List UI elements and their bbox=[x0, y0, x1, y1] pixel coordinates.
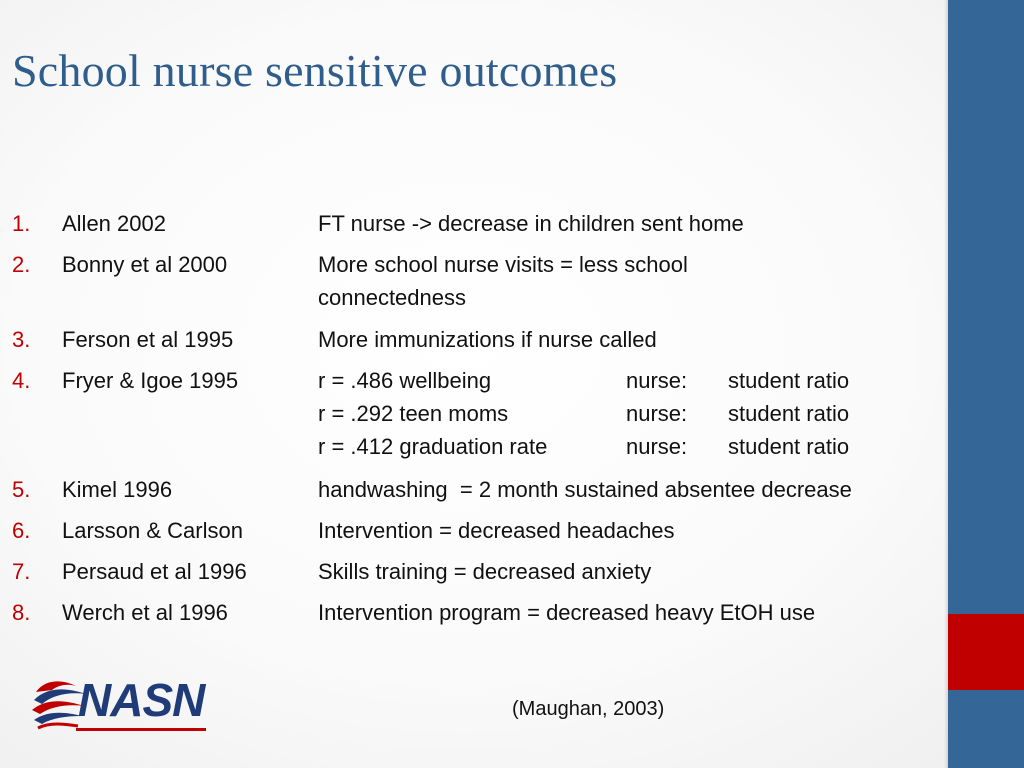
correlation-row bbox=[318, 364, 944, 397]
item-author: Bonny et al 2000 bbox=[62, 252, 228, 277]
item-author: Kimel 1996 bbox=[62, 477, 173, 502]
item-description: More immunizations if nurse called bbox=[318, 327, 657, 352]
list-item bbox=[0, 323, 944, 364]
item-author: Larsson & Carlson bbox=[62, 518, 243, 543]
item-description: Intervention program = decreased heavy EtOH use bbox=[318, 600, 816, 625]
item-description: More school nurse visits = less school bbox=[318, 252, 688, 277]
list-item bbox=[0, 596, 944, 637]
item-author: Fryer & Igoe 1995 bbox=[62, 368, 239, 393]
item-number: 6. bbox=[12, 518, 31, 543]
item-number: 8. bbox=[12, 600, 31, 625]
correlation-row bbox=[318, 397, 944, 430]
logo-wordmark: NASN bbox=[78, 674, 205, 726]
item-number: 3. bbox=[12, 327, 31, 352]
item-description: Skills training = decreased anxiety bbox=[318, 559, 652, 584]
item-description: Intervention = decreased headaches bbox=[318, 518, 675, 543]
slide-title: School nurse sensitive outcomes bbox=[12, 45, 618, 96]
list-item bbox=[0, 473, 944, 514]
item-number: 1. bbox=[12, 211, 31, 236]
list-item bbox=[0, 364, 944, 473]
correlation-row bbox=[318, 430, 944, 463]
sidebar-red-band bbox=[948, 614, 1024, 690]
item-author: Persaud et al 1996 bbox=[62, 559, 247, 584]
item-number: 2. bbox=[12, 252, 31, 277]
correlation-metric: r = .412 graduation rate bbox=[318, 434, 548, 459]
correlation-metric: r = .292 teen moms bbox=[318, 401, 509, 426]
item-author: Ferson et al 1995 bbox=[62, 327, 234, 352]
item-number: 4. bbox=[12, 368, 31, 393]
list-item bbox=[0, 514, 944, 555]
outcomes-list bbox=[0, 207, 944, 637]
item-author: Allen 2002 bbox=[62, 211, 166, 236]
logo-underline bbox=[76, 728, 206, 731]
ratio-label: student ratio bbox=[728, 401, 850, 426]
list-item bbox=[0, 248, 944, 323]
item-number: 5. bbox=[12, 477, 31, 502]
item-description: FT nurse -> decrease in children sent home bbox=[318, 211, 744, 236]
item-author: Werch et al 1996 bbox=[62, 600, 228, 625]
nasn-logo bbox=[30, 670, 210, 742]
sidebar-blue-bottom bbox=[948, 690, 1024, 768]
item-description: handwashing = 2 month sustained absentee decrease bbox=[318, 477, 852, 502]
ratio-label: nurse: bbox=[626, 368, 688, 393]
item-description-continued: connectedness bbox=[318, 285, 466, 310]
citation: (Maughan, 2003) bbox=[512, 698, 665, 720]
sidebar-blue-top bbox=[948, 0, 1024, 614]
correlation-metric: r = .486 wellbeing bbox=[318, 368, 492, 393]
list-item bbox=[0, 207, 944, 248]
ratio-label: nurse: bbox=[626, 434, 688, 459]
item-number: 7. bbox=[12, 559, 31, 584]
ratio-label: student ratio bbox=[728, 434, 850, 459]
correlation-table bbox=[318, 364, 944, 463]
ratio-label: nurse: bbox=[626, 401, 688, 426]
ratio-label: student ratio bbox=[728, 368, 850, 393]
list-item bbox=[0, 555, 944, 596]
